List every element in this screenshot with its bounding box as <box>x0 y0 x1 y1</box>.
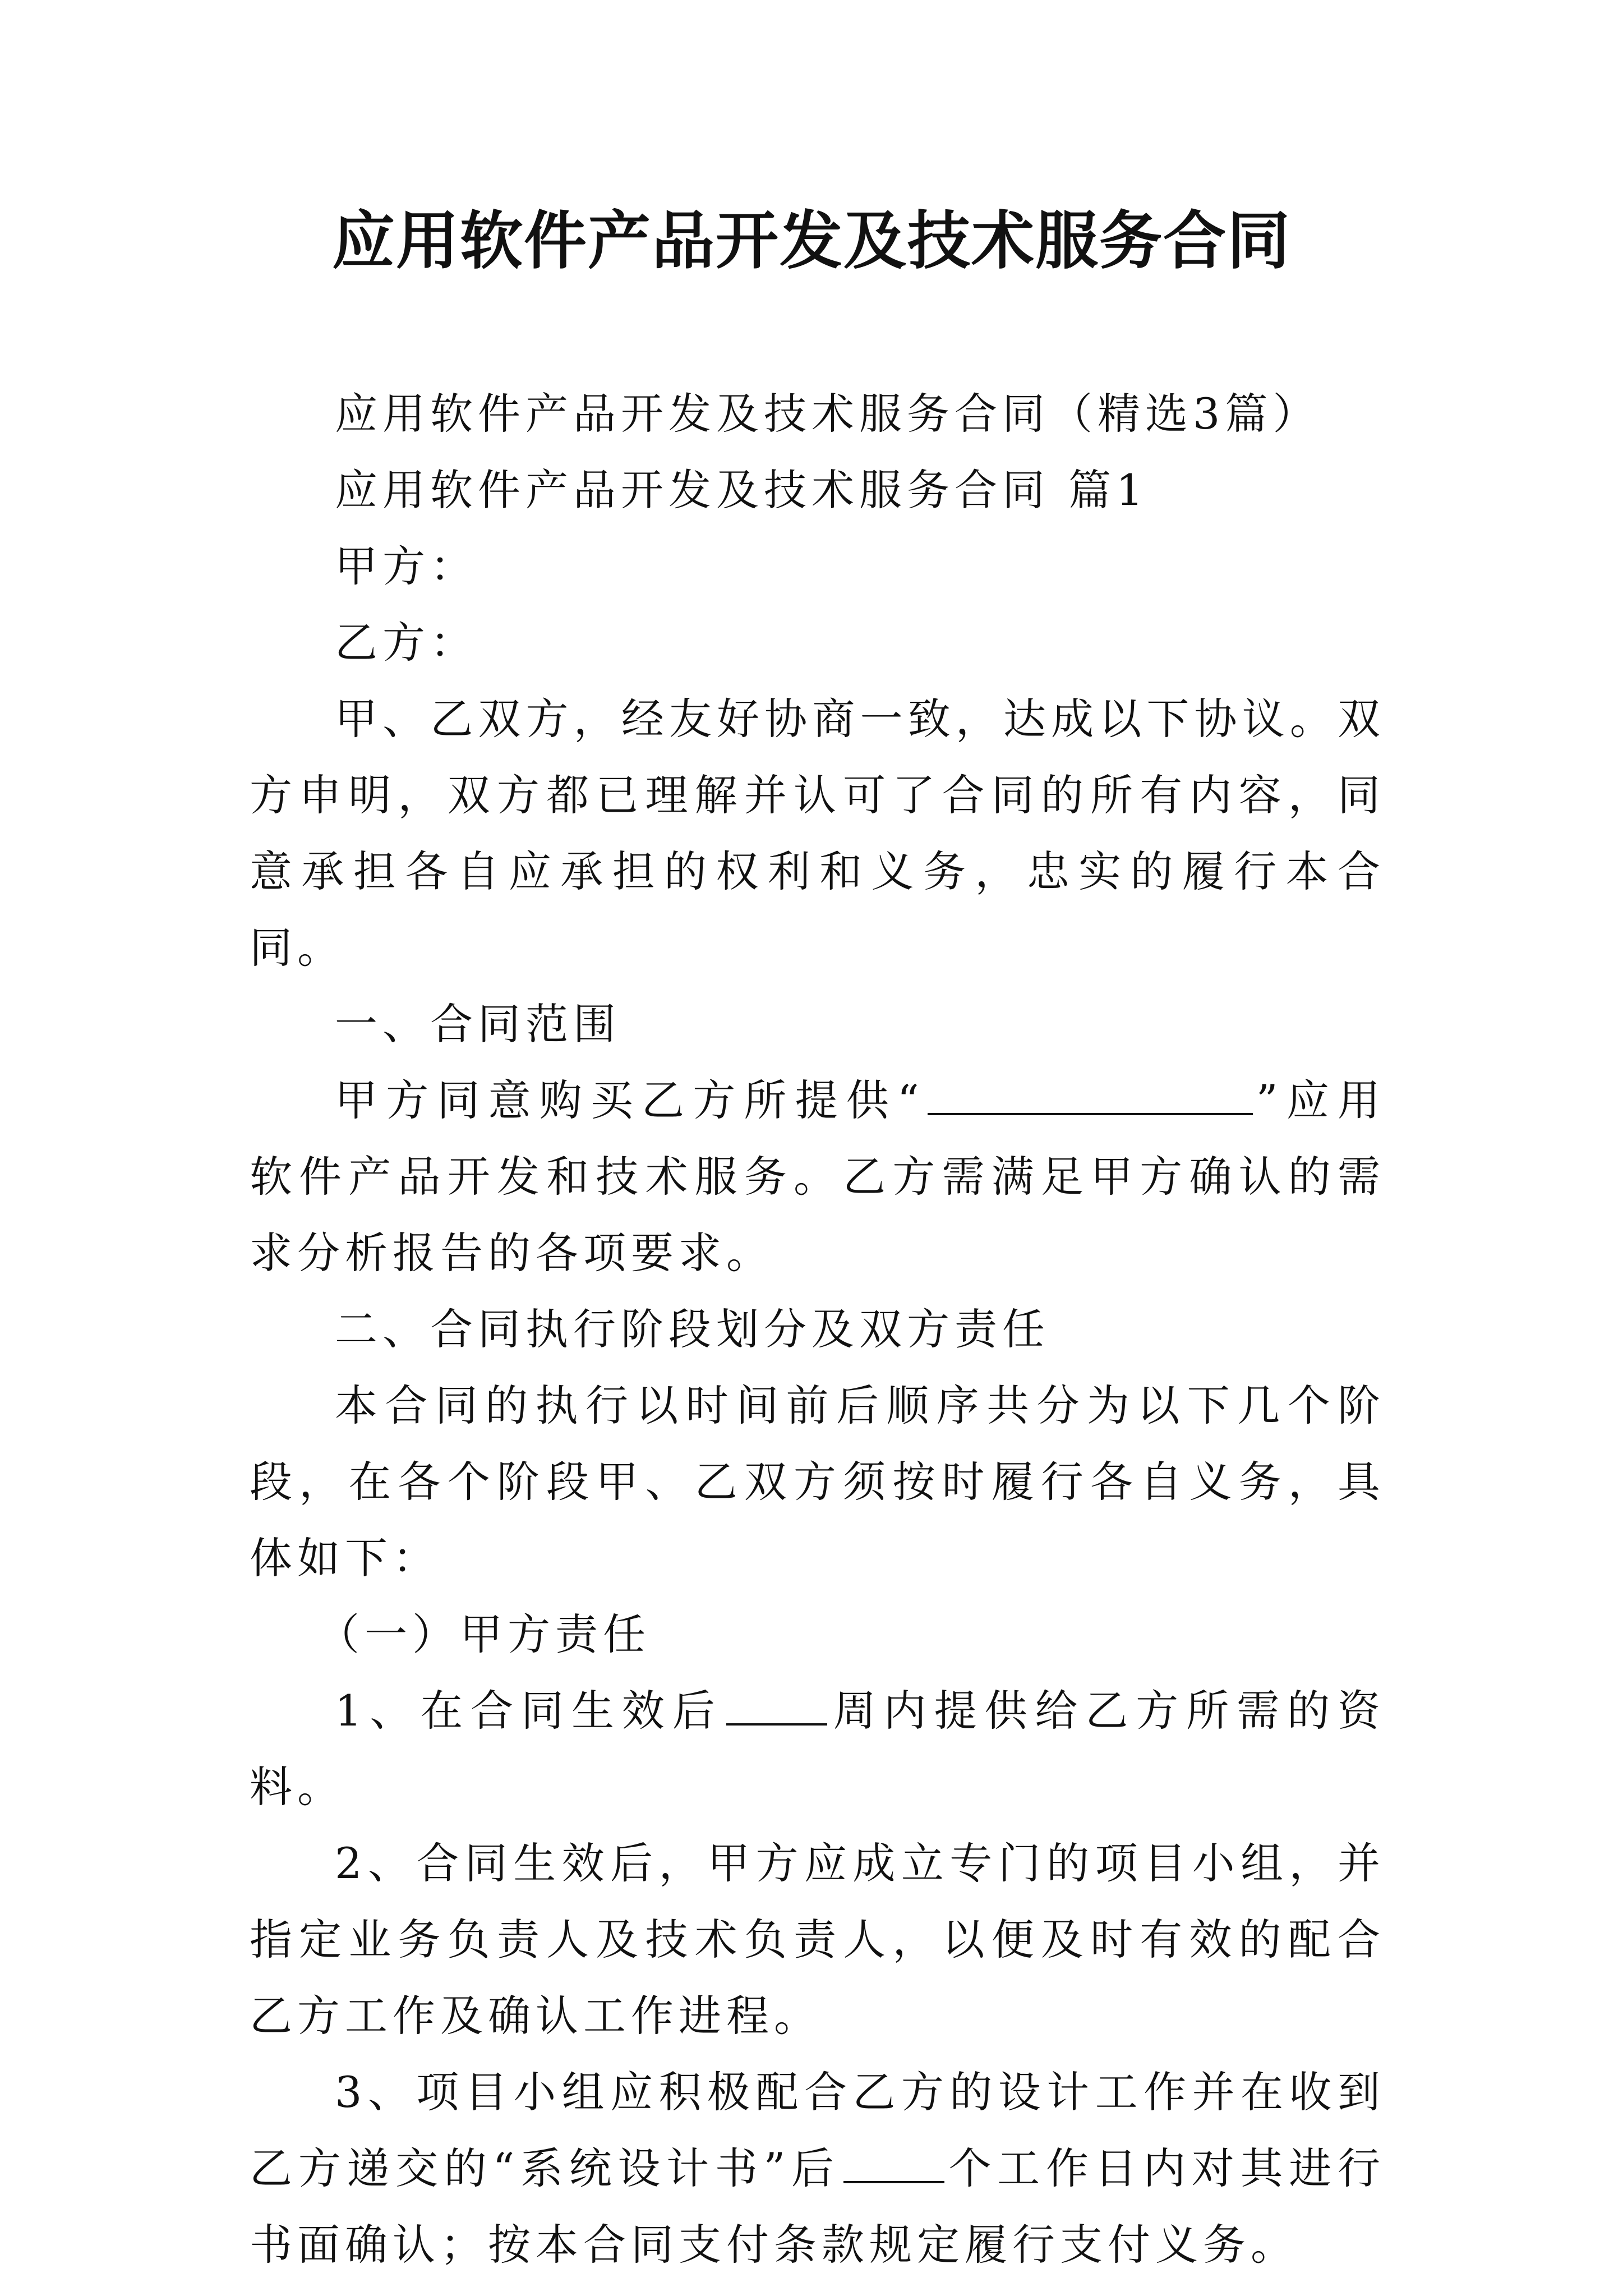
document-body <box>250 376 1385 2283</box>
duty-item-3 <box>250 2054 1385 2283</box>
duty-item-1-after: 周内提供给乙方所需的资料。 <box>250 1686 1385 1812</box>
heading-party-a-duties: （一）甲方责任 <box>317 1609 651 1659</box>
party-b-label: 乙方： <box>335 618 478 668</box>
scope-text-before: 甲方同意购买乙方所提供“ <box>335 1075 924 1125</box>
heading-contract-scope: 一、合同范围 <box>335 999 621 1049</box>
heading-execution-stages: 二、合同执行阶段划分及双方责任 <box>335 1304 1050 1354</box>
duty-item-3-before: 3、项目小组应积极配合乙方的设计工作并在收到乙方递交的“系统设计书”后 <box>250 2067 1385 2193</box>
scope-paragraph <box>250 1062 1385 1291</box>
stages-paragraph: 本合同的执行以时间前后顺序共分为以下几个阶段，在各个阶段甲、乙双方须按时履行各自义务，具体如下： <box>250 1381 1385 1583</box>
document-title: 应用软件产品开发及技术服务合同 <box>332 205 1291 278</box>
subtitle: 应用软件产品开发及技术服务合同（精选3篇） <box>335 389 1321 439</box>
duty-item-1 <box>250 1673 1385 1825</box>
product-name-blank <box>928 1074 1253 1115</box>
intro-paragraph: 甲、乙双方，经友好协商一致，达成以下协议。双方申明，双方都已理解并认可了合同的所有内容，同意承担各自应承担的权利和义务，忠实的履行本合同。 <box>250 694 1385 973</box>
scope-text-after: ”应用软件产品开发和技术服务。乙方需满足甲方确认的需求分析报告的各项要求。 <box>250 1075 1386 1278</box>
duty-item-2: 2、合同生效后，甲方应成立专门的项目小组，并指定业务负责人及技术负责人，以便及时有效的配合乙方工作及确认工作进程。 <box>250 1838 1385 2041</box>
workdays-blank <box>843 2142 944 2183</box>
weeks-blank <box>726 1684 827 1726</box>
party-a-label: 甲方： <box>335 541 478 591</box>
section-heading: 应用软件产品开发及技术服务合同 篇1 <box>335 465 1149 515</box>
duty-item-1-before: 1、在合同生效后 <box>335 1686 723 1736</box>
duty-item-3-after: 个工作日内对其进行书面确认；按本合同支付条款规定履行支付义务。 <box>250 2143 1386 2270</box>
